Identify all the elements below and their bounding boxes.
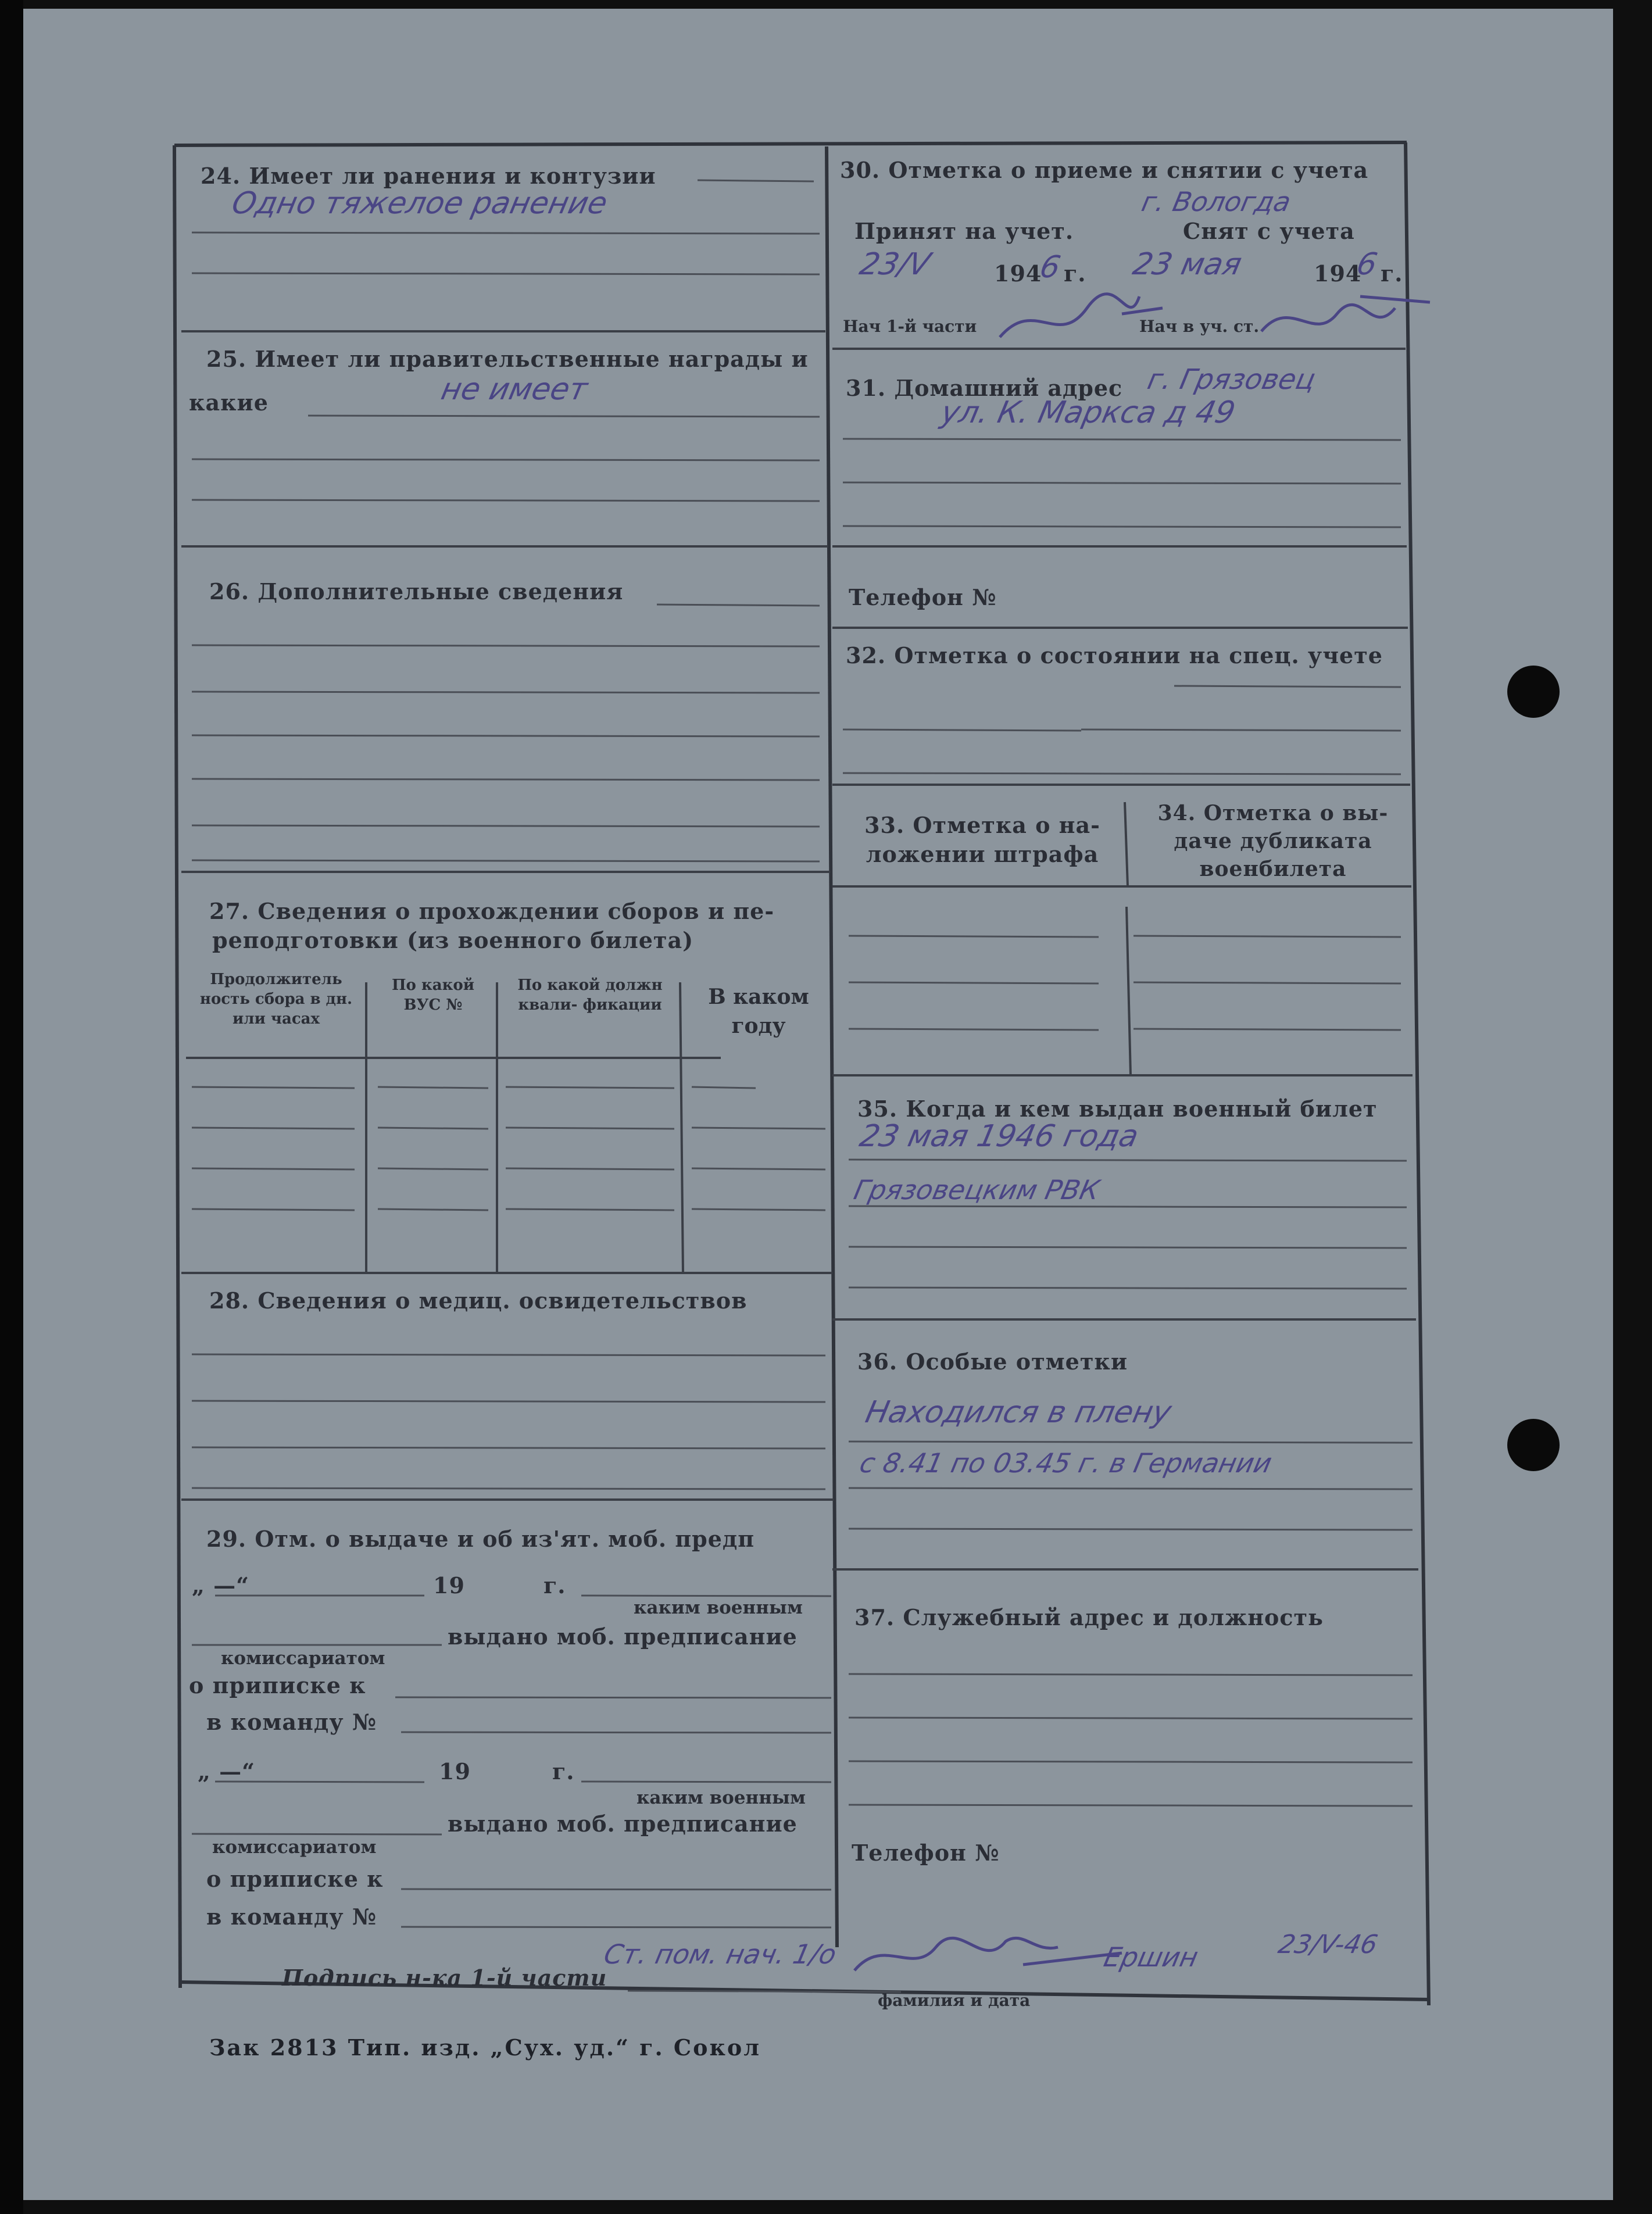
s37-label: 37. Служебный адрес и должность: [854, 1604, 1324, 1630]
s32-label: 32. Отметка о состоянии на спец. учете: [846, 642, 1383, 668]
signature-date: 23/V-46: [1275, 1930, 1381, 1959]
phone-2-label: Телефон №: [852, 1840, 1000, 1866]
s30-sign-2: Нач в уч. ст.: [1139, 317, 1260, 336]
s25-label: 25. Имеет ли правительственные награды и: [206, 346, 809, 372]
s29-century: 19: [433, 1572, 465, 1598]
s29-team-2: в команду №: [206, 1904, 377, 1930]
s35-label: 35. Когда и кем выдан военный билет: [857, 1096, 1378, 1122]
s29-commissariat-top-2: каким военным: [637, 1787, 806, 1808]
s29-commissariat-bottom: комиссариатом: [221, 1648, 385, 1669]
s30-year-2-digit: 6: [1353, 247, 1381, 282]
s30-g-1: г.: [1064, 260, 1086, 287]
s26-label: 26. Дополнительные сведения: [209, 578, 624, 605]
signature-title: Ст. пом. нач. 1/о: [601, 1938, 839, 1970]
s27-col-vus: По какой ВУС №: [392, 977, 474, 1014]
s29-assign-2: о приписке к: [206, 1866, 384, 1892]
signature-name: Ершин: [1101, 1941, 1202, 1973]
s35-issuer: Грязовецким РВК: [851, 1174, 1103, 1206]
print-footer: Зак 2813 Тип. изд. „Сух. уд.“ г. Сокол: [209, 2034, 761, 2061]
s29-issued: выдано моб. предписание: [448, 1623, 798, 1650]
s35-date: 23 мая 1946 года: [856, 1119, 1142, 1154]
s30-year-1-digit: 6: [1036, 250, 1064, 285]
s30-accepted: Принят на учет.: [854, 218, 1074, 244]
s30-g-2: г.: [1381, 260, 1403, 287]
s28-label: 28. Сведения о медиц. освидетельствов: [209, 1287, 748, 1314]
s30-accepted-date: 23/V: [856, 247, 934, 282]
signature-label: Подпись н-ка 1-й части: [282, 1965, 607, 1991]
s27-col-year: В каком году: [708, 985, 809, 1038]
s29-year-suffix-2: г.: [552, 1758, 575, 1784]
s29-team: в команду №: [206, 1709, 377, 1735]
signature-caption: фамилия и дата: [878, 1991, 1031, 2010]
s29-century-2: 19: [439, 1758, 471, 1784]
s31-label: 31. Домашний адрес: [846, 375, 1123, 401]
phone-1-label: Телефон №: [849, 584, 997, 610]
s30-city: г. Вологда: [1139, 186, 1294, 217]
s34-label: 34. Отметка о вы- даче дубликата военбилета: [1157, 801, 1389, 881]
s33-label: 33. Отметка о на- ложении штрафа: [864, 812, 1100, 867]
s30-removed-date: 23 мая: [1129, 247, 1245, 282]
s27-label: 27. Сведения о прохождении сборов и пе-: [209, 898, 775, 924]
s30-label: 30. Отметка о приеме и снятии с учета: [840, 157, 1369, 183]
s29-issued-2: выдано моб. предписание: [448, 1811, 798, 1837]
s30-sign-1: Нач 1-й части: [843, 317, 977, 336]
s31-street: ул. К. Маркса д 49: [938, 395, 1239, 430]
signature-scrawl: [849, 1918, 1139, 1988]
s30-year-1: 194: [994, 260, 1042, 287]
s29-label: 29. Отм. о выдаче и об из'ят. моб. предп: [206, 1526, 755, 1552]
s24-answer: Одно тяжелое ранение: [228, 186, 611, 221]
s30-signatures: [988, 273, 1453, 360]
s29-year-suffix: г.: [543, 1572, 566, 1598]
s27-col-qualification: По какой должн квали- фикации: [517, 977, 663, 1014]
s25-answer: не имеет: [438, 372, 591, 407]
s36-label: 36. Особые отметки: [857, 1349, 1128, 1375]
s27-col-duration: Продолжитель ность сбора в дн. или часах: [199, 971, 353, 1028]
s31-city: г. Грязовец: [1145, 363, 1319, 396]
s30-year-2: 194: [1314, 260, 1362, 287]
s36-line-2: с 8.41 по 03.45 г. в Германии: [857, 1447, 1275, 1479]
s25-label-cont: какие: [189, 389, 269, 416]
s27-label-cont: реподготовки (из военного билета): [212, 927, 694, 953]
s29-commissariat-bottom-2: комиссариатом: [212, 1837, 377, 1858]
s36-line-1: Находился в плену: [862, 1395, 1175, 1430]
s29-date-prefix: „ —“: [192, 1572, 249, 1598]
s29-date-prefix-2: „ —“: [198, 1758, 255, 1784]
s29-assign: о приписке к: [189, 1672, 366, 1698]
s29-commissariat-top: каким военным: [634, 1597, 803, 1618]
s24-label: 24. Имеет ли ранения и контузии: [201, 163, 656, 189]
s30-removed: Снят с учета: [1183, 218, 1355, 244]
